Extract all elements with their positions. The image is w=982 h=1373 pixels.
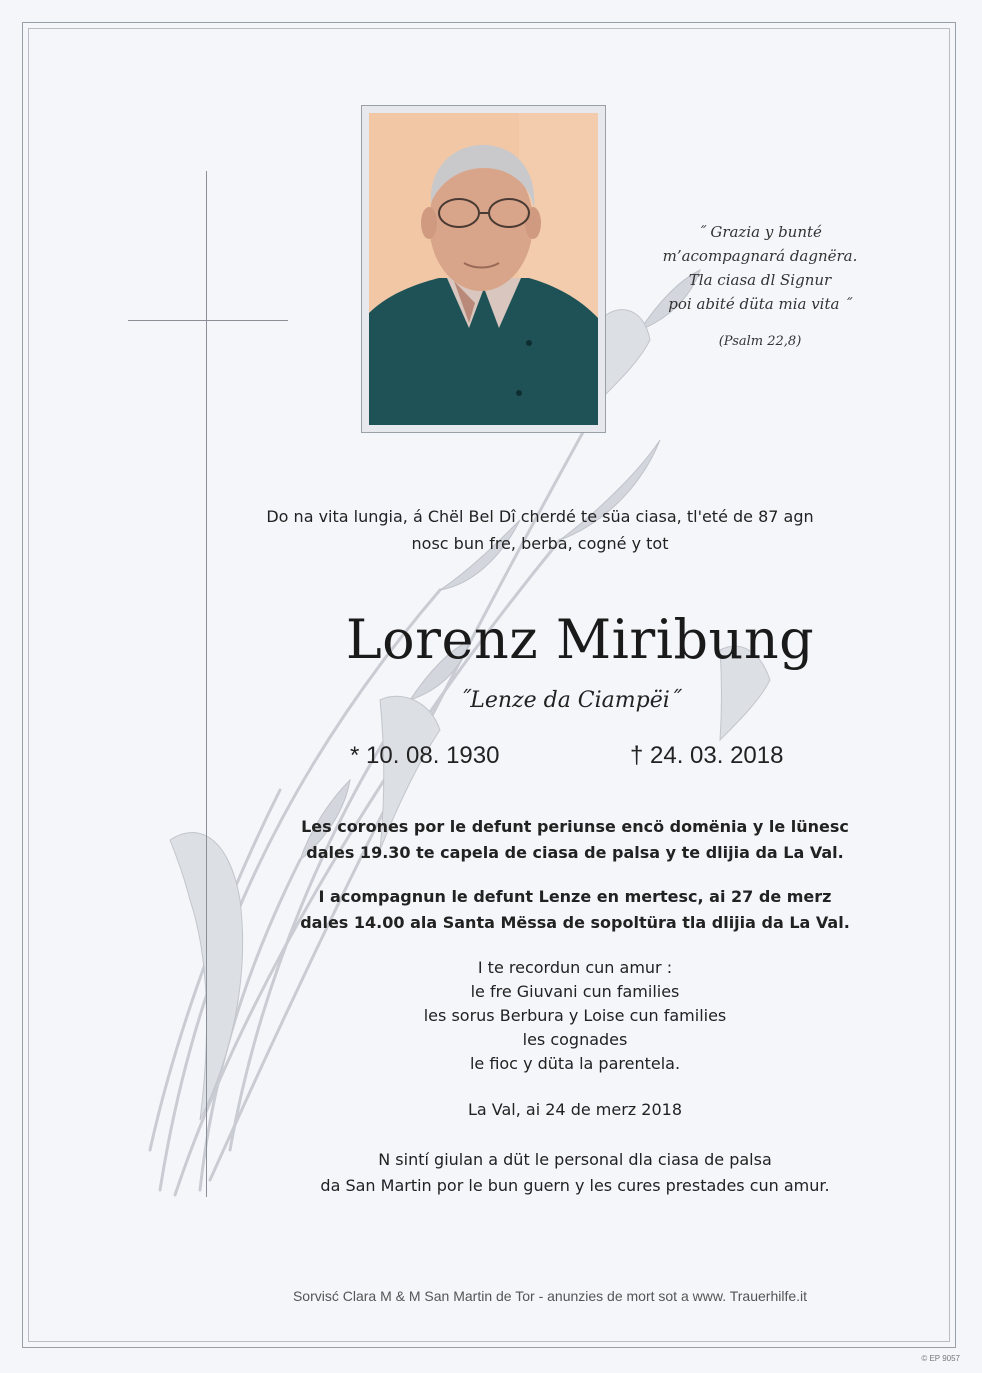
mourners-line: le fioc y düta la parentela. — [469, 1054, 681, 1073]
wake-announcement — [250, 814, 900, 866]
funeral-line: dales 14.00 ala Santa Mëssa de sopoltüra tla dlijia da La Val. — [300, 913, 850, 932]
portrait-frame — [361, 105, 606, 433]
thanks-line: N sintí giulan a düt le personal dla ciasa de palsa — [378, 1150, 772, 1169]
mourners-line: les sorus Berbura y Loise cun families — [423, 1006, 727, 1025]
quote-line: poi abité düta mia vita ˝ — [668, 295, 852, 313]
birth-date: * 10. 08. 1930 — [350, 742, 500, 769]
print-code: © EP 9057 — [921, 1354, 960, 1363]
mourners-line: le fre Giuvani cun families — [470, 982, 680, 1001]
mourners-line: I te recordun cun amur : — [477, 958, 673, 977]
deceased-name: Lorenz Miribung — [345, 608, 815, 671]
intro-text — [230, 503, 850, 557]
footer-credit: Sorvisć Clara M & M San Martin de Tor - anunzies de mort sot a www. Trauerhilfe.it — [292, 1288, 808, 1304]
quote-line: ˝ Grazia y bunté — [698, 223, 822, 241]
intro-line: nosc bun fre, berba, cogné y tot — [411, 534, 669, 553]
death-date: † 24. 03. 2018 — [630, 742, 784, 769]
deceased-nickname: ˝Lenze da Ciampëi˝ — [459, 688, 681, 713]
funeral-announcement — [250, 884, 900, 936]
intro-line: Do na vita lungia, á Chël Bel Dî cherdé te süa ciasa, tl'eté de 87 agn — [266, 507, 814, 526]
thanks-line: da San Martin por le bun guern y les cures prestades cun amur. — [320, 1176, 830, 1195]
wake-line: dales 19.30 te capela de ciasa de palsa y te dlijia da La Val. — [306, 843, 844, 862]
cross-vertical-bar — [206, 171, 207, 1197]
portrait-photo — [369, 113, 598, 425]
mourners-line: les cognades — [522, 1030, 628, 1049]
mourners-list — [250, 956, 900, 1076]
thanks-text — [250, 1147, 900, 1199]
cross-horizontal-bar — [128, 320, 288, 321]
place-date: La Val, ai 24 de merz 2018 — [467, 1100, 682, 1119]
quote-line: Tla ciasa dl Signur — [688, 271, 832, 289]
psalm-quote — [640, 220, 880, 354]
quote-line: m’acompagnará dagnëra. — [662, 247, 858, 265]
quote-source: (Psalm 22,8) — [718, 334, 802, 349]
wake-line: Les corones por le defunt periunse encö domënia y le lünesc — [301, 817, 849, 836]
funeral-line: I acompagnun le defunt Lenze en mertesc, ai 27 de merz — [318, 887, 832, 906]
